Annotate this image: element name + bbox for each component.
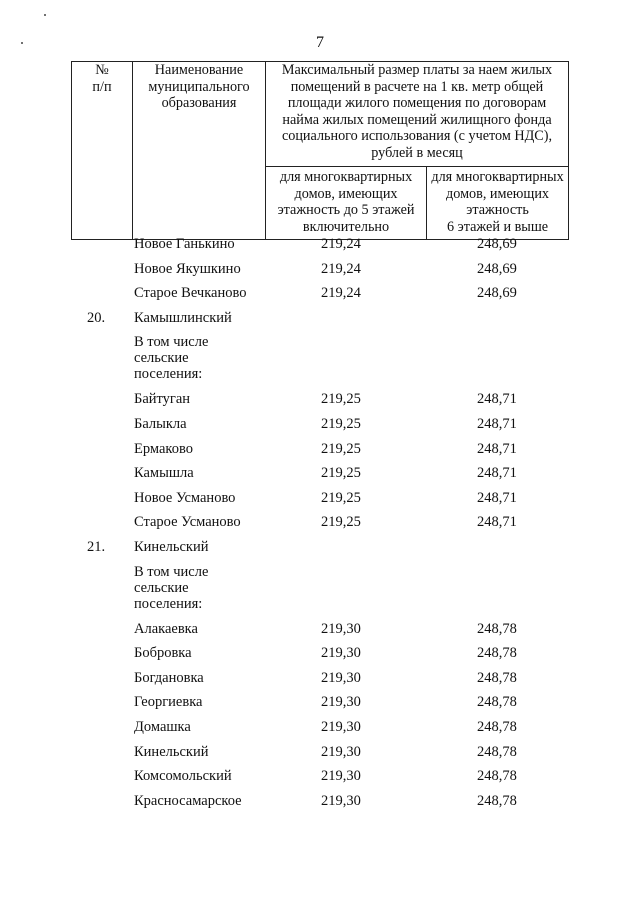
row-value-high-rise: 248,78 xyxy=(477,669,517,686)
row-value-low-rise: 219,25 xyxy=(321,489,361,506)
header-high-rise-column: для многоквартирных домов, имеющих этажность 6 этажей и выше xyxy=(427,167,569,240)
row-municipality-name: Кинельский xyxy=(134,743,209,760)
scan-speck xyxy=(44,14,46,16)
row-value-low-rise: 219,30 xyxy=(321,694,361,711)
table-row xyxy=(71,334,569,391)
row-municipality-name: Алакаевка xyxy=(134,620,198,637)
table-row xyxy=(71,416,569,441)
row-value-low-rise: 219,30 xyxy=(321,669,361,686)
row-value-high-rise: 248,78 xyxy=(477,792,517,809)
row-value-high-rise: 248,71 xyxy=(477,391,517,408)
row-number: 20. xyxy=(87,309,106,326)
table-row xyxy=(71,670,569,695)
table-row xyxy=(71,744,569,769)
row-municipality-name: Ермаково xyxy=(134,440,193,457)
row-municipality-name: Старое Вечканово xyxy=(134,285,247,302)
row-municipality-name: Красносамарское xyxy=(134,792,242,809)
row-value-high-rise: 248,71 xyxy=(477,489,517,506)
row-value-high-rise: 248,78 xyxy=(477,718,517,735)
row-value-high-rise: 248,69 xyxy=(477,260,517,277)
row-value-high-rise: 248,78 xyxy=(477,768,517,785)
table-row xyxy=(71,719,569,744)
row-value-low-rise: 219,25 xyxy=(321,440,361,457)
row-value-low-rise: 219,30 xyxy=(321,645,361,662)
table-row xyxy=(71,514,569,539)
row-value-high-rise: 248,71 xyxy=(477,440,517,457)
row-value-high-rise: 248,69 xyxy=(477,236,517,252)
table-row xyxy=(71,310,569,335)
row-municipality-name: Новое Усманово xyxy=(134,489,236,506)
row-municipality-name: Камышла xyxy=(134,465,194,482)
row-value-low-rise: 219,30 xyxy=(321,792,361,809)
header-number-column: № п/п xyxy=(72,62,133,240)
table-row xyxy=(71,621,569,646)
row-value-high-rise: 248,78 xyxy=(477,645,517,662)
row-value-low-rise: 219,30 xyxy=(321,718,361,735)
table-row xyxy=(71,236,569,261)
row-municipality-name: Старое Усманово xyxy=(134,514,241,531)
row-municipality-name: Бобровка xyxy=(134,645,192,662)
row-municipality-name: Балыкла xyxy=(134,415,187,432)
table-row xyxy=(71,285,569,310)
row-value-low-rise: 219,30 xyxy=(321,620,361,637)
row-municipality-name: Байтуган xyxy=(134,391,191,408)
row-value-low-rise: 219,25 xyxy=(321,415,361,432)
row-value-low-rise: 219,25 xyxy=(321,514,361,531)
table-row xyxy=(71,694,569,719)
row-municipality-name: В том числе сельские поселения: xyxy=(134,334,209,383)
table-row xyxy=(71,441,569,466)
row-municipality-name: Домашка xyxy=(134,718,191,735)
row-municipality-name: Камышлинский xyxy=(134,309,232,326)
table-row xyxy=(71,768,569,793)
row-value-high-rise: 248,71 xyxy=(477,514,517,531)
row-value-low-rise: 219,25 xyxy=(321,391,361,408)
row-municipality-name: Кинельский xyxy=(134,538,209,555)
table-row xyxy=(71,465,569,490)
row-municipality-name: Георгиевка xyxy=(134,694,203,711)
table-row xyxy=(71,391,569,416)
row-value-high-rise: 248,69 xyxy=(477,285,517,302)
table-row xyxy=(71,645,569,670)
table-row xyxy=(71,564,569,621)
page-number: 7 xyxy=(316,34,324,51)
row-value-low-rise: 219,24 xyxy=(321,236,361,252)
row-value-low-rise: 219,24 xyxy=(321,260,361,277)
table-row xyxy=(71,539,569,564)
row-value-high-rise: 248,71 xyxy=(477,415,517,432)
row-value-high-rise: 248,78 xyxy=(477,743,517,760)
row-number: 21. xyxy=(87,538,106,555)
row-municipality-name: В том числе сельские поселения: xyxy=(134,563,209,612)
table-body xyxy=(71,236,569,817)
row-value-high-rise: 248,71 xyxy=(477,465,517,482)
row-value-high-rise: 248,78 xyxy=(477,694,517,711)
table-row xyxy=(71,490,569,515)
table-row xyxy=(71,793,569,818)
header-fee-group: Максимальный размер платы за наем жилых помещений в расчете на 1 кв. метр общей площади жилого помещения по договорам найма жилых помещений жилищного фонда социального использования (с учетом НДС), рублей в месяц xyxy=(266,62,569,167)
row-value-low-rise: 219,30 xyxy=(321,743,361,760)
row-municipality-name: Комсомольский xyxy=(134,768,232,785)
header-low-rise-column: для многоквартирных домов, имеющих этажность до 5 этажей включительно xyxy=(266,167,427,240)
table-header xyxy=(71,61,569,240)
row-value-low-rise: 219,30 xyxy=(321,768,361,785)
row-municipality-name: Богдановка xyxy=(134,669,204,686)
row-municipality-name: Новое Ганькино xyxy=(134,236,235,252)
row-value-low-rise: 219,25 xyxy=(321,465,361,482)
table-row xyxy=(71,261,569,286)
header-name-column: Наименование муниципального образования xyxy=(133,62,266,240)
row-value-high-rise: 248,78 xyxy=(477,620,517,637)
row-value-low-rise: 219,24 xyxy=(321,285,361,302)
row-municipality-name: Новое Якушкино xyxy=(134,260,241,277)
